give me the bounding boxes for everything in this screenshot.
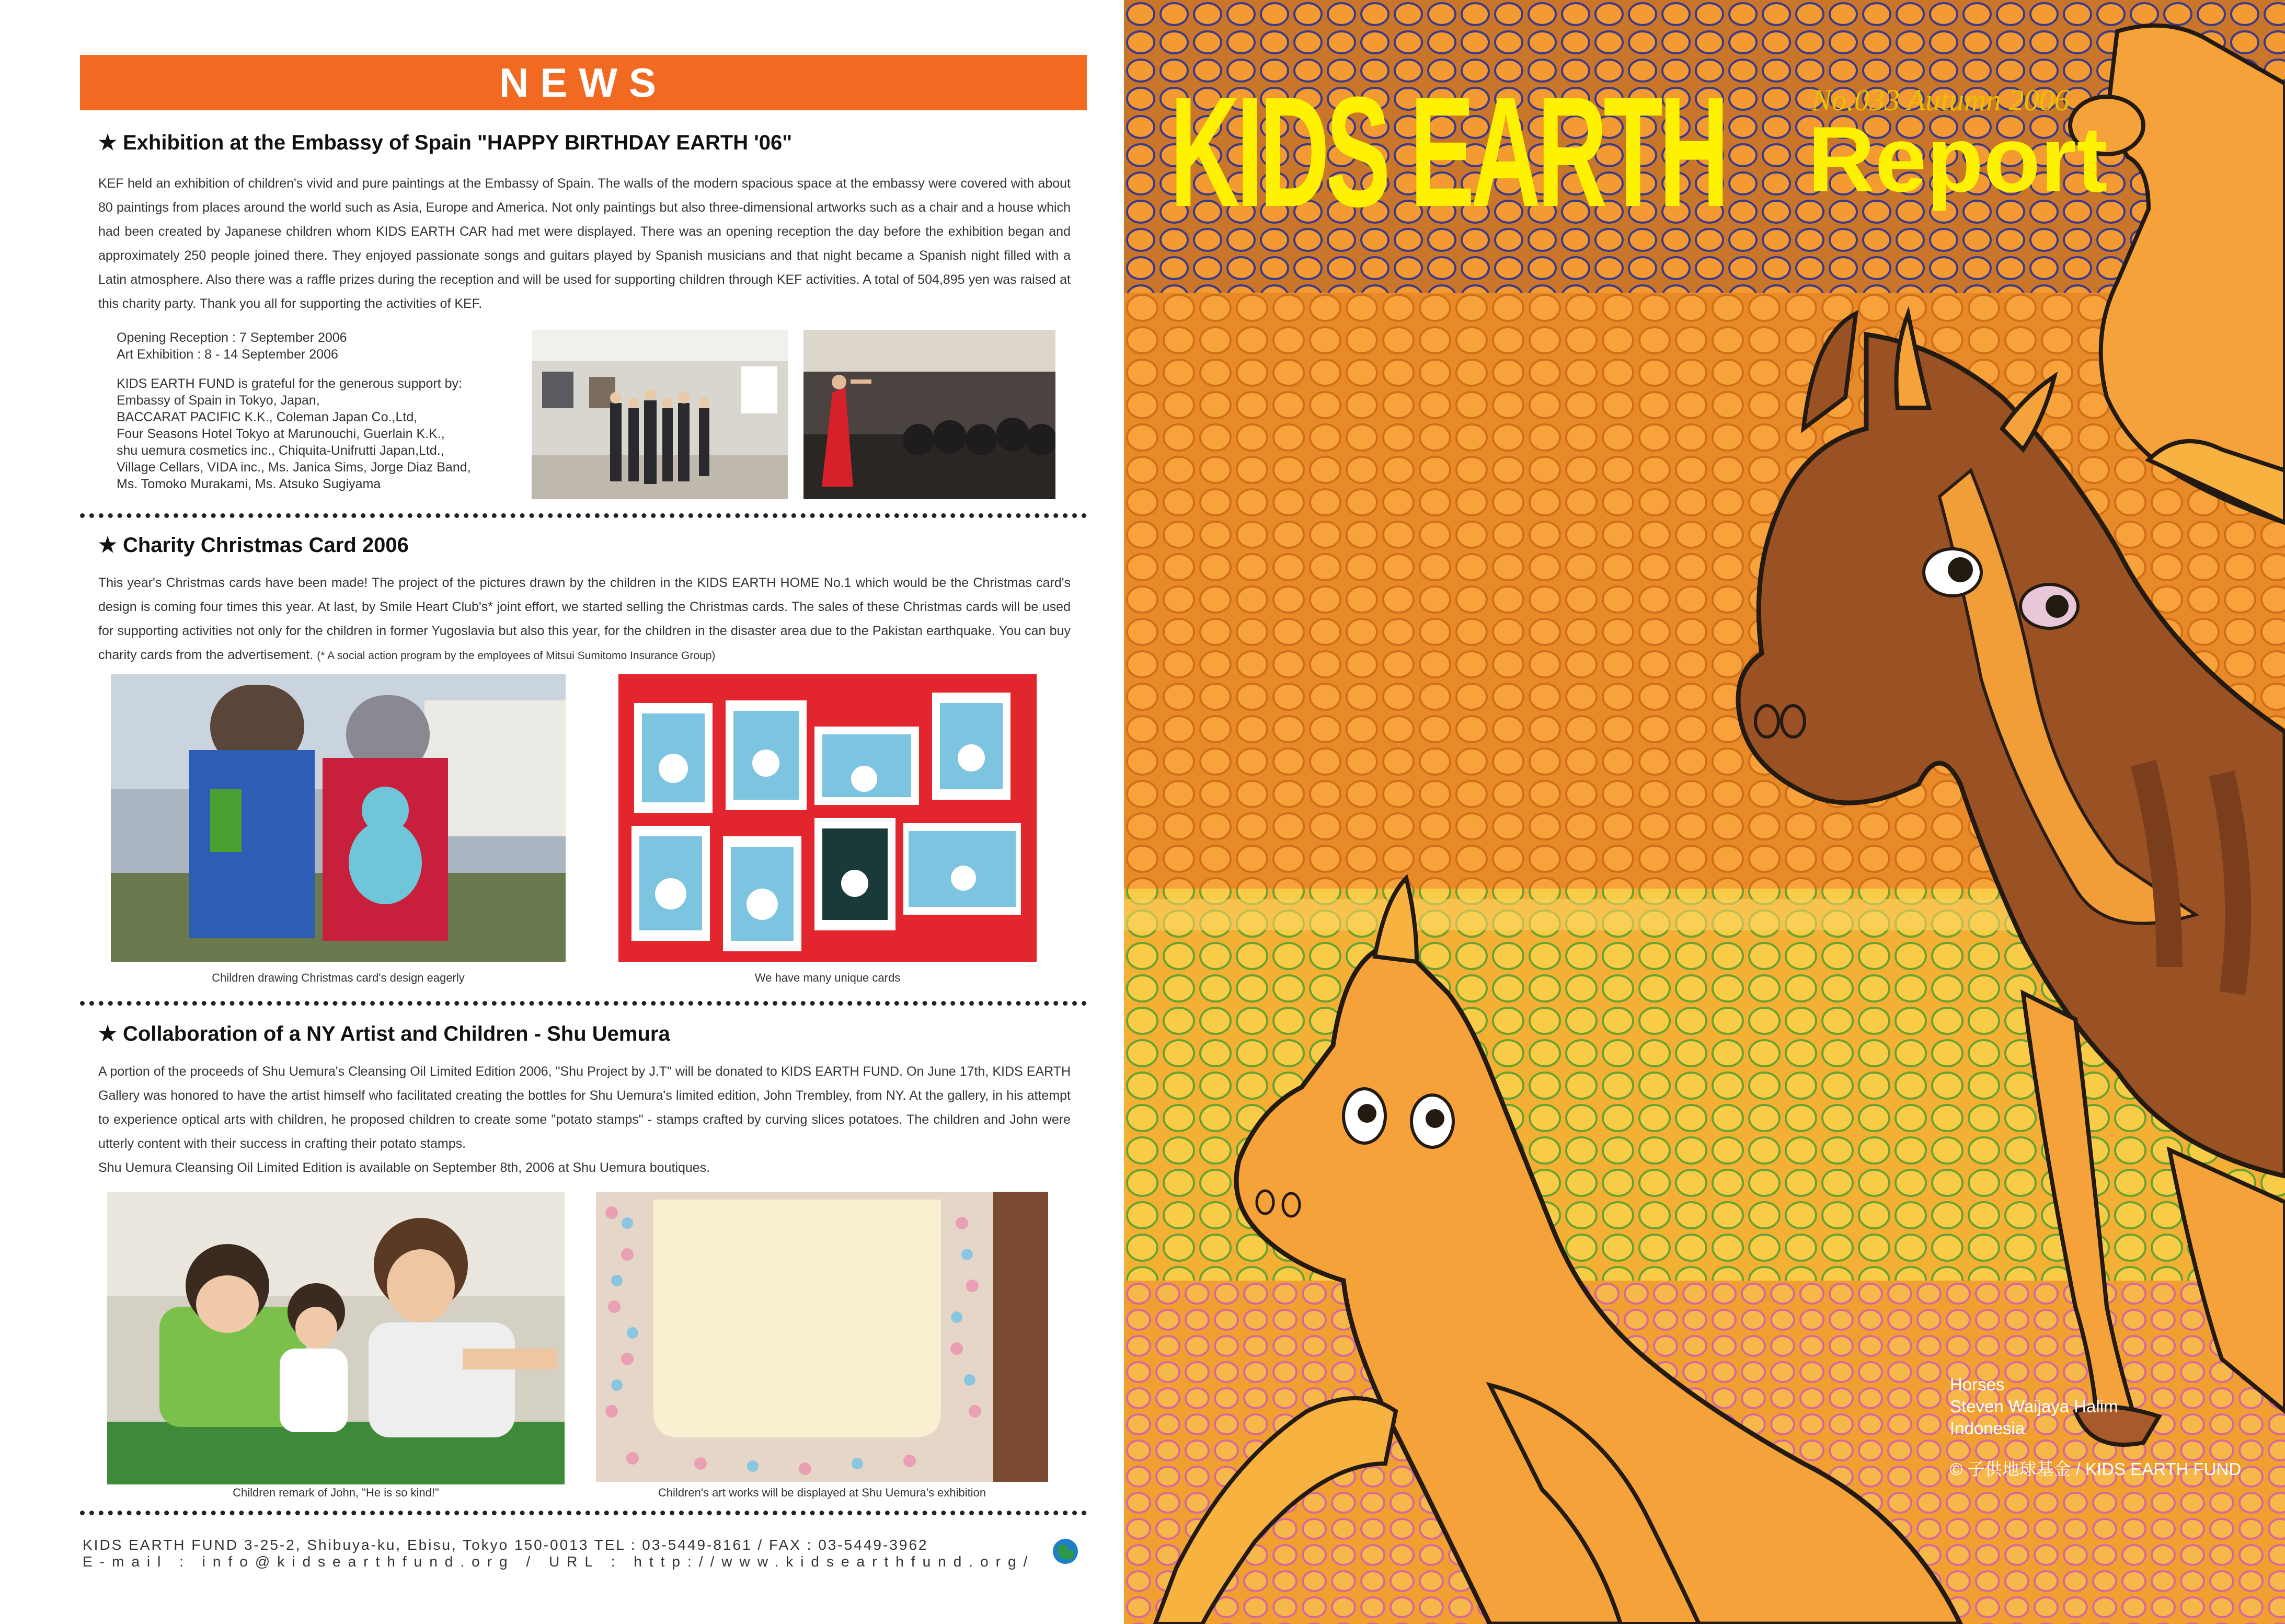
section3-title: ★ Collaboration of a NY Artist and Children - Shu Uemura <box>98 1022 670 1045</box>
sponsor-line: Ms. Tomoko Murakami, Ms. Atsuko Sugiyama <box>117 477 381 491</box>
photo-potato-stamp-artwork <box>596 1192 1048 1482</box>
section1-body: KEF held an exhibition of children's vivid and pure paintings at the Embassy of Spain. The walls of the modern spacious space at the embassy were covered with about 80 paintings from places around the world such as Asia, Europe and America. Not only paintings but also three-dimensional artworks such as a chair and a house which had been created by Japanese children whom KIDS EARTH CAR had met were displayed. There was an opening reception the day before the exhibition began and approximately 250 people joined there. They enjoyed passionate songs and guitars played by Spanish musicians and that night became a Spanish night filled with a Latin atmosphere. Also there was a raffle prizes during the reception and will be used for supporting children through KEF activities. A total of 504,895 yen was raised at this charity party. Thank you all for supporting the activities of KEF. <box>98 176 1071 311</box>
section1-sponsors <box>117 375 524 492</box>
section3-body-availability: Shu Uemura Cleansing Oil Limited Edition is available on September 8th, 2006 at Shu Uemura boutiques. <box>98 1160 710 1175</box>
sponsor-line: BACCARAT PACIFIC K.K., Coleman Japan Co.,Ltd, <box>117 410 418 424</box>
cover-title: KIDS EARTH <box>1170 64 1726 239</box>
sponsor-line: Four Seasons Hotel Tokyo at Marunouchi, Guerlain K.K., <box>117 427 445 441</box>
photo-children-drawing <box>111 674 566 962</box>
section2-body-text: This year's Christmas cards have been made! The project of the pictures drawn by the children in the KIDS EARTH HOME No.1 which would be the Christmas card's design is coming four times this year. At last, by Smile Heart Club's* joint effort, we started selling the Christmas cards. The sales of these Christmas cards will be used for supporting activities not only for the children in former Yugoslavia but also this year, for the children in the disaster area due to the Pakistan earthquake. You can buy charity cards from the advertisement. <box>98 575 1071 662</box>
date-exhibition: Art Exhibition : 8 - 14 September 2006 <box>117 347 338 362</box>
cover-copyright: © 子供地球基金 / KIDS EARTH FUND <box>1950 1459 2242 1479</box>
section1-dates <box>117 329 347 363</box>
caption-children-drawing: Children drawing Christmas card's design eagerly <box>212 971 465 984</box>
section2-note: (* A social action program by the employees of Mitsui Sumitomo Insurance Group) <box>317 650 716 662</box>
footer-address: KIDS EARTH FUND 3-25-2, Shibuya-ku, Ebisu, Tokyo 150-0013 TEL : 03-5449-8161 / FAX : 03-5449-3962 <box>83 1537 928 1553</box>
photo-exhibition-gallery <box>532 330 788 499</box>
caption-christmas-cards: We have many unique cards <box>754 971 901 984</box>
section1-title: ★ Exhibition at the Embassy of Spain "HAPPY BIRTHDAY EARTH '06" <box>98 131 793 154</box>
sponsor-line: Embassy of Spain in Tokyo, Japan, <box>117 393 320 408</box>
caption-art-works: Children's art works will be displayed at Shu Uemura's exhibition <box>658 1486 986 1499</box>
divider <box>80 1511 1087 1515</box>
photo-reception-performer <box>803 330 1055 499</box>
cover-issue: No.033 Autumn 2006 <box>1811 83 2070 117</box>
artwork-credit <box>1950 1374 2118 1439</box>
divider <box>80 513 1087 518</box>
artwork-title: Horses <box>1950 1375 2005 1394</box>
news-page <box>0 0 1124 1624</box>
artwork-country: Indonesia <box>1950 1419 2025 1438</box>
section2-body <box>98 571 1071 668</box>
footer-logo-icon <box>1047 1531 1084 1568</box>
section3-body-text: A portion of the proceeds of Shu Uemura's Cleansing Oil Limited Edition 2006, "Shu Project by J.T" will be donated to KIDS EARTH FUND. On June 17th, KIDS EARTH Gallery was honored to have the artist himself who facilitated creating the bottles for Shu Uemura's limited edition, John Trembley, from NY. At the gallery, in his attempt to experience optical arts with children, he proposed children to create some "potato stamps" - stamps crafted by curving slices potatoes. The children and John were utterly content with their success in crafting their potato stamps. <box>98 1064 1071 1151</box>
section3-body <box>98 1059 1071 1180</box>
sponsor-line: Village Cellars, VIDA inc., Ms. Janica Sims, Jorge Diaz Band, <box>117 460 471 475</box>
artwork-artist: Steven Waijaya Halim <box>1950 1397 2118 1416</box>
news-header: NEWS <box>80 55 1087 110</box>
section2-title: ★ Charity Christmas Card 2006 <box>98 534 409 557</box>
date-opening: Opening Reception : 7 September 2006 <box>117 330 347 345</box>
caption-john: Children remark of John, "He is so kind!" <box>233 1486 439 1499</box>
sponsor-line: KIDS EARTH FUND is grateful for the generous support by: <box>117 376 462 391</box>
footer-contact: E-mail : info@kidsearthfund.org / URL : http://www.kidsearthfund.org/ <box>83 1553 1035 1570</box>
photo-john-with-children <box>107 1192 565 1484</box>
sponsor-line: shu uemura cosmetics inc., Chiquita-Unifrutti Japan,Ltd., <box>117 443 444 458</box>
photo-christmas-cards <box>618 674 1037 962</box>
cover-report-title: Report <box>1808 107 2108 211</box>
divider <box>80 1001 1087 1006</box>
